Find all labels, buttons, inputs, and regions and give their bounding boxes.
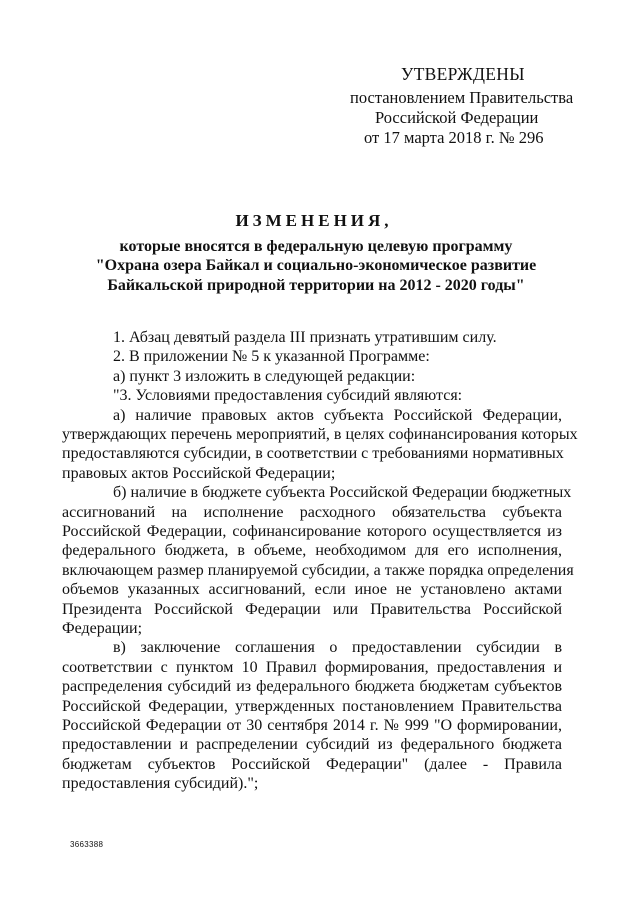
body-line: 1. Абзац девятый раздела III признать утратившим силу. — [113, 329, 497, 346]
body-line: ассигнований на исполнение расходного обязательства субъекта — [62, 504, 562, 521]
approval-title: УТВЕРЖДЕНЫ — [401, 64, 525, 84]
body-line: Российской Федерации, утвержденных постановлением Правительства — [62, 698, 562, 715]
body-line: б) наличие в бюджете субъекта Российской Федерации бюджетных — [113, 484, 572, 501]
body-line: а) наличие правовых актов субъекта Российской Федерации, — [113, 407, 562, 424]
body-line: распределения субсидий из федерального бюджета бюджетам субъектов — [62, 678, 562, 695]
approval-line-1: постановлением Правительства — [350, 88, 574, 107]
document-code: 3663388 — [70, 840, 104, 849]
approval-line-2: Российской Федерации — [375, 108, 539, 127]
body-line: соответствии с пунктом 10 Правил формирования, предоставления и — [62, 659, 562, 676]
body-line: объемов указанных ассигнований, если иное не установлено актами — [62, 581, 562, 598]
body-line: предоставления субсидий)."; — [62, 775, 259, 792]
body-line: бюджетам субъектов Российской Федерации" (далее - Правила — [62, 756, 562, 773]
document-title: ИЗМЕНЕНИЯ, — [235, 211, 393, 230]
body-line: Федерации; — [62, 620, 143, 637]
body-line: утверждающих перечень мероприятий, в целях софинансирования которых — [62, 426, 578, 443]
body-line: 2. В приложении № 5 к указанной Программе: — [113, 348, 430, 365]
document-subtitle-line-1: которые вносятся в федеральную целевую программу — [119, 238, 513, 255]
body-line: правовых актов Российской Федерации; — [62, 465, 336, 482]
body-line: а) пункт 3 изложить в следующей редакции: — [113, 368, 416, 385]
body-line: Российской Федерации, софинансирование которого осуществляется из — [62, 523, 562, 540]
document-subtitle-line-3: Байкальской природной территории на 2012 - 2020 годы" — [107, 277, 525, 294]
body-line: предоставляются субсидии, в соответствии с требованиями нормативных — [62, 445, 564, 462]
document-subtitle-line-2: "Охрана озера Байкал и социально-экономическое развитие — [95, 257, 537, 274]
body-line: Президента Российской Федерации или Правительства Российской — [62, 601, 562, 618]
body-line: предоставлении и распределении субсидий из федерального бюджета — [62, 736, 562, 753]
approval-date-number: от 17 марта 2018 г. № 296 — [364, 128, 544, 147]
body-line: включающем размер планируемой субсидии, а также порядка определения — [62, 562, 574, 579]
body-line: "3. Условиями предоставления субсидий являются: — [113, 387, 463, 404]
body-line: в) заключение соглашения о предоставлении субсидии в — [113, 639, 562, 656]
body-line: Российской Федерации от 30 сентября 2014 г. № 999 "О формировании, — [62, 717, 562, 734]
body-line: федерального бюджета, в объеме, необходимом для его исполнения, — [62, 542, 562, 559]
